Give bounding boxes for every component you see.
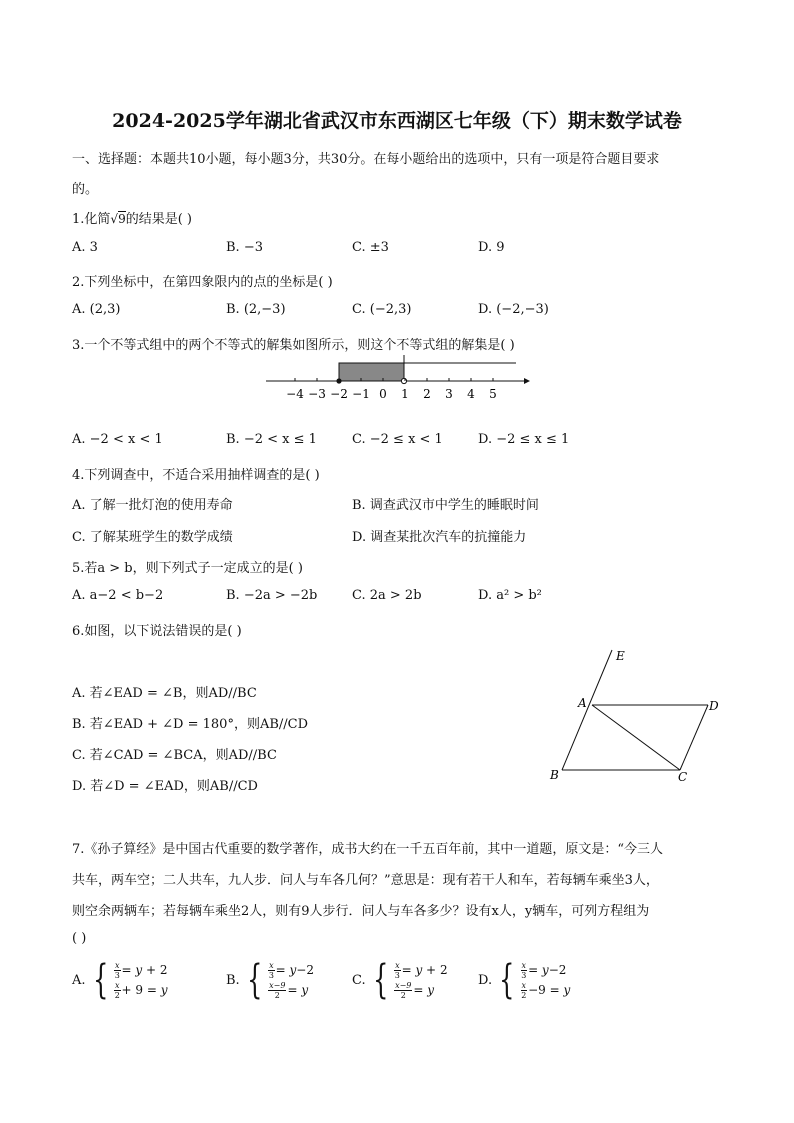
q5-option-c: C. 2a > 2b [352, 588, 422, 603]
question-7-line2: 共车，两车空；二人共车，九人步．问人与车各几何？”意思是：现有若干人和车，若每辆车乘坐3人， [72, 873, 659, 888]
page-title: 2024-2025学年湖北省武汉市东西湖区七年级（下）期末数学试卷 [112, 110, 682, 132]
q1-option-c: C. ±3 [352, 240, 389, 255]
section-heading-line2: 的。 [72, 182, 99, 197]
label-D: D [709, 699, 719, 713]
q7-option-a-label: A. [72, 972, 86, 988]
q7-b-eq2: $\frac{x-9}{2}$ = y [269, 981, 309, 1000]
solution-shaded-region [339, 363, 404, 381]
question-2-stem: 2.下列坐标中，在第四象限内的点的坐标是( ) [72, 275, 333, 290]
q3-option-a: A. −2 < x < 1 [72, 432, 163, 447]
q2-option-a: A. (2,3) [72, 302, 121, 317]
q5-option-a: A. a−2 < b−2 [72, 588, 164, 603]
tick-label: 0 [379, 387, 387, 401]
tick-label: 4 [467, 387, 475, 401]
q4-option-b: B. 调查武汉市中学生的睡眠时间 [352, 498, 539, 513]
q7-a-eq2: $\frac{x}{2}$ + 9 = y [114, 981, 168, 1000]
q1-option-a: A. 3 [72, 240, 98, 255]
tick-label: 2 [423, 387, 431, 401]
q6-option-b: B. 若∠EAD + ∠D = 180°，则AB//CD [72, 717, 309, 732]
q7-d-eq2: $\frac{x}{2}$ −9 = y [521, 981, 571, 1000]
q5-option-b: B. −2a > −2b [226, 588, 318, 603]
q7-c-eq1: $\frac{x}{3}$ = y + 2 [394, 961, 448, 980]
q7-option-d [478, 957, 571, 1003]
q4-option-d: D. 调查某批次汽车的抗撞能力 [352, 530, 527, 545]
q4-option-c: C. 了解某班学生的数学成绩 [72, 530, 233, 545]
geometry-figure [540, 644, 730, 789]
q7-option-c-label: C. [352, 972, 366, 988]
q7-a-eq1: $\frac{x}{3}$ = y + 2 [114, 961, 168, 980]
label-E: E [616, 649, 625, 663]
q1-stem-b: 的结果是( ) [125, 212, 192, 227]
q7-c-eq2: $\frac{x-9}{2}$ = y [395, 981, 435, 1000]
question-6-stem: 6.如图，以下说法错误的是( ) [72, 624, 242, 639]
q1-stem-a: 1.化简 [72, 212, 111, 227]
tick-label: −1 [352, 387, 370, 401]
brace-icon: { [92, 957, 108, 1003]
q3-option-b: B. −2 < x ≤ 1 [226, 432, 317, 447]
q2-option-b: B. (2,−3) [226, 302, 286, 317]
line-BE [562, 650, 612, 770]
q1-option-d: D. 9 [478, 240, 505, 255]
q7-option-a [72, 957, 168, 1003]
q7-option-b-label: B. [226, 972, 240, 988]
q7-option-d-label: D. [478, 972, 493, 988]
axis-arrow [524, 378, 530, 384]
segment-DC [680, 705, 708, 770]
q3-option-c: C. −2 ≤ x < 1 [352, 432, 443, 447]
tick-label: 3 [445, 387, 453, 401]
q7-b-eq1: $\frac{x}{3}$ = y−2 [268, 961, 314, 980]
tick-label: −4 [286, 387, 304, 401]
number-line-figure [260, 354, 530, 402]
brace-icon: { [499, 957, 515, 1003]
section-heading-line1: 一、选择题：本题共10小题，每小题3分，共30分。在每小题给出的选项中，只有一项是符合题目要求 [72, 152, 660, 167]
tick-label: 5 [489, 387, 497, 401]
label-C: C [678, 770, 688, 784]
label-B: B [550, 768, 559, 782]
q7-d-eq1: $\frac{x}{3}$ = y−2 [521, 961, 567, 980]
q6-option-c: C. 若∠CAD = ∠BCA，则AD//BC [72, 748, 277, 763]
q3-option-d: D. −2 ≤ x ≤ 1 [478, 432, 570, 447]
brace-icon: { [372, 957, 388, 1003]
question-7-line1: 7.《孙子算经》是中国古代重要的数学著作，成书大约在一千五百年前，其中一道题，原文是：“今三人 [72, 842, 664, 857]
tick-label: 1 [401, 387, 409, 401]
q6-option-a: A. 若∠EAD = ∠B，则AD//BC [72, 686, 257, 701]
segment-AC [592, 705, 680, 770]
q2-option-c: C. (−2,3) [352, 302, 412, 317]
q2-option-d: D. (−2,−3) [478, 302, 549, 317]
q7-option-c [352, 957, 448, 1003]
question-7-line3: 则空余两辆车；若每辆车乘坐2人，则有9人步行．问人与车各多少？设有x人，y辆车，可列方程组为 [72, 904, 650, 919]
question-7-line4: ( ) [72, 931, 87, 946]
q4-option-a: A. 了解一批灯泡的使用寿命 [72, 498, 233, 513]
tick-label: −2 [330, 387, 348, 401]
question-1-stem [72, 208, 192, 227]
open-point-1 [401, 378, 406, 383]
question-5-stem: 5.若a > b，则下列式子一定成立的是( ) [72, 561, 303, 576]
q1-option-b: B. −3 [226, 240, 263, 255]
sqrt-symbol: √ [110, 212, 119, 226]
brace-icon: { [246, 957, 263, 1003]
q6-option-d: D. 若∠D = ∠EAD，则AB//CD [72, 779, 258, 794]
question-3-stem: 3.一个不等式组中的两个不等式的解集如图所示，则这个不等式组的解集是( ) [72, 338, 515, 353]
q1-radicand: 9 [118, 212, 126, 226]
label-A: A [578, 696, 587, 710]
q5-option-d: D. a² > b² [478, 588, 542, 603]
q7-option-b [226, 957, 314, 1003]
tick-label: −3 [308, 387, 326, 401]
question-4-stem: 4.下列调查中，不适合采用抽样调查的是( ) [72, 468, 320, 483]
